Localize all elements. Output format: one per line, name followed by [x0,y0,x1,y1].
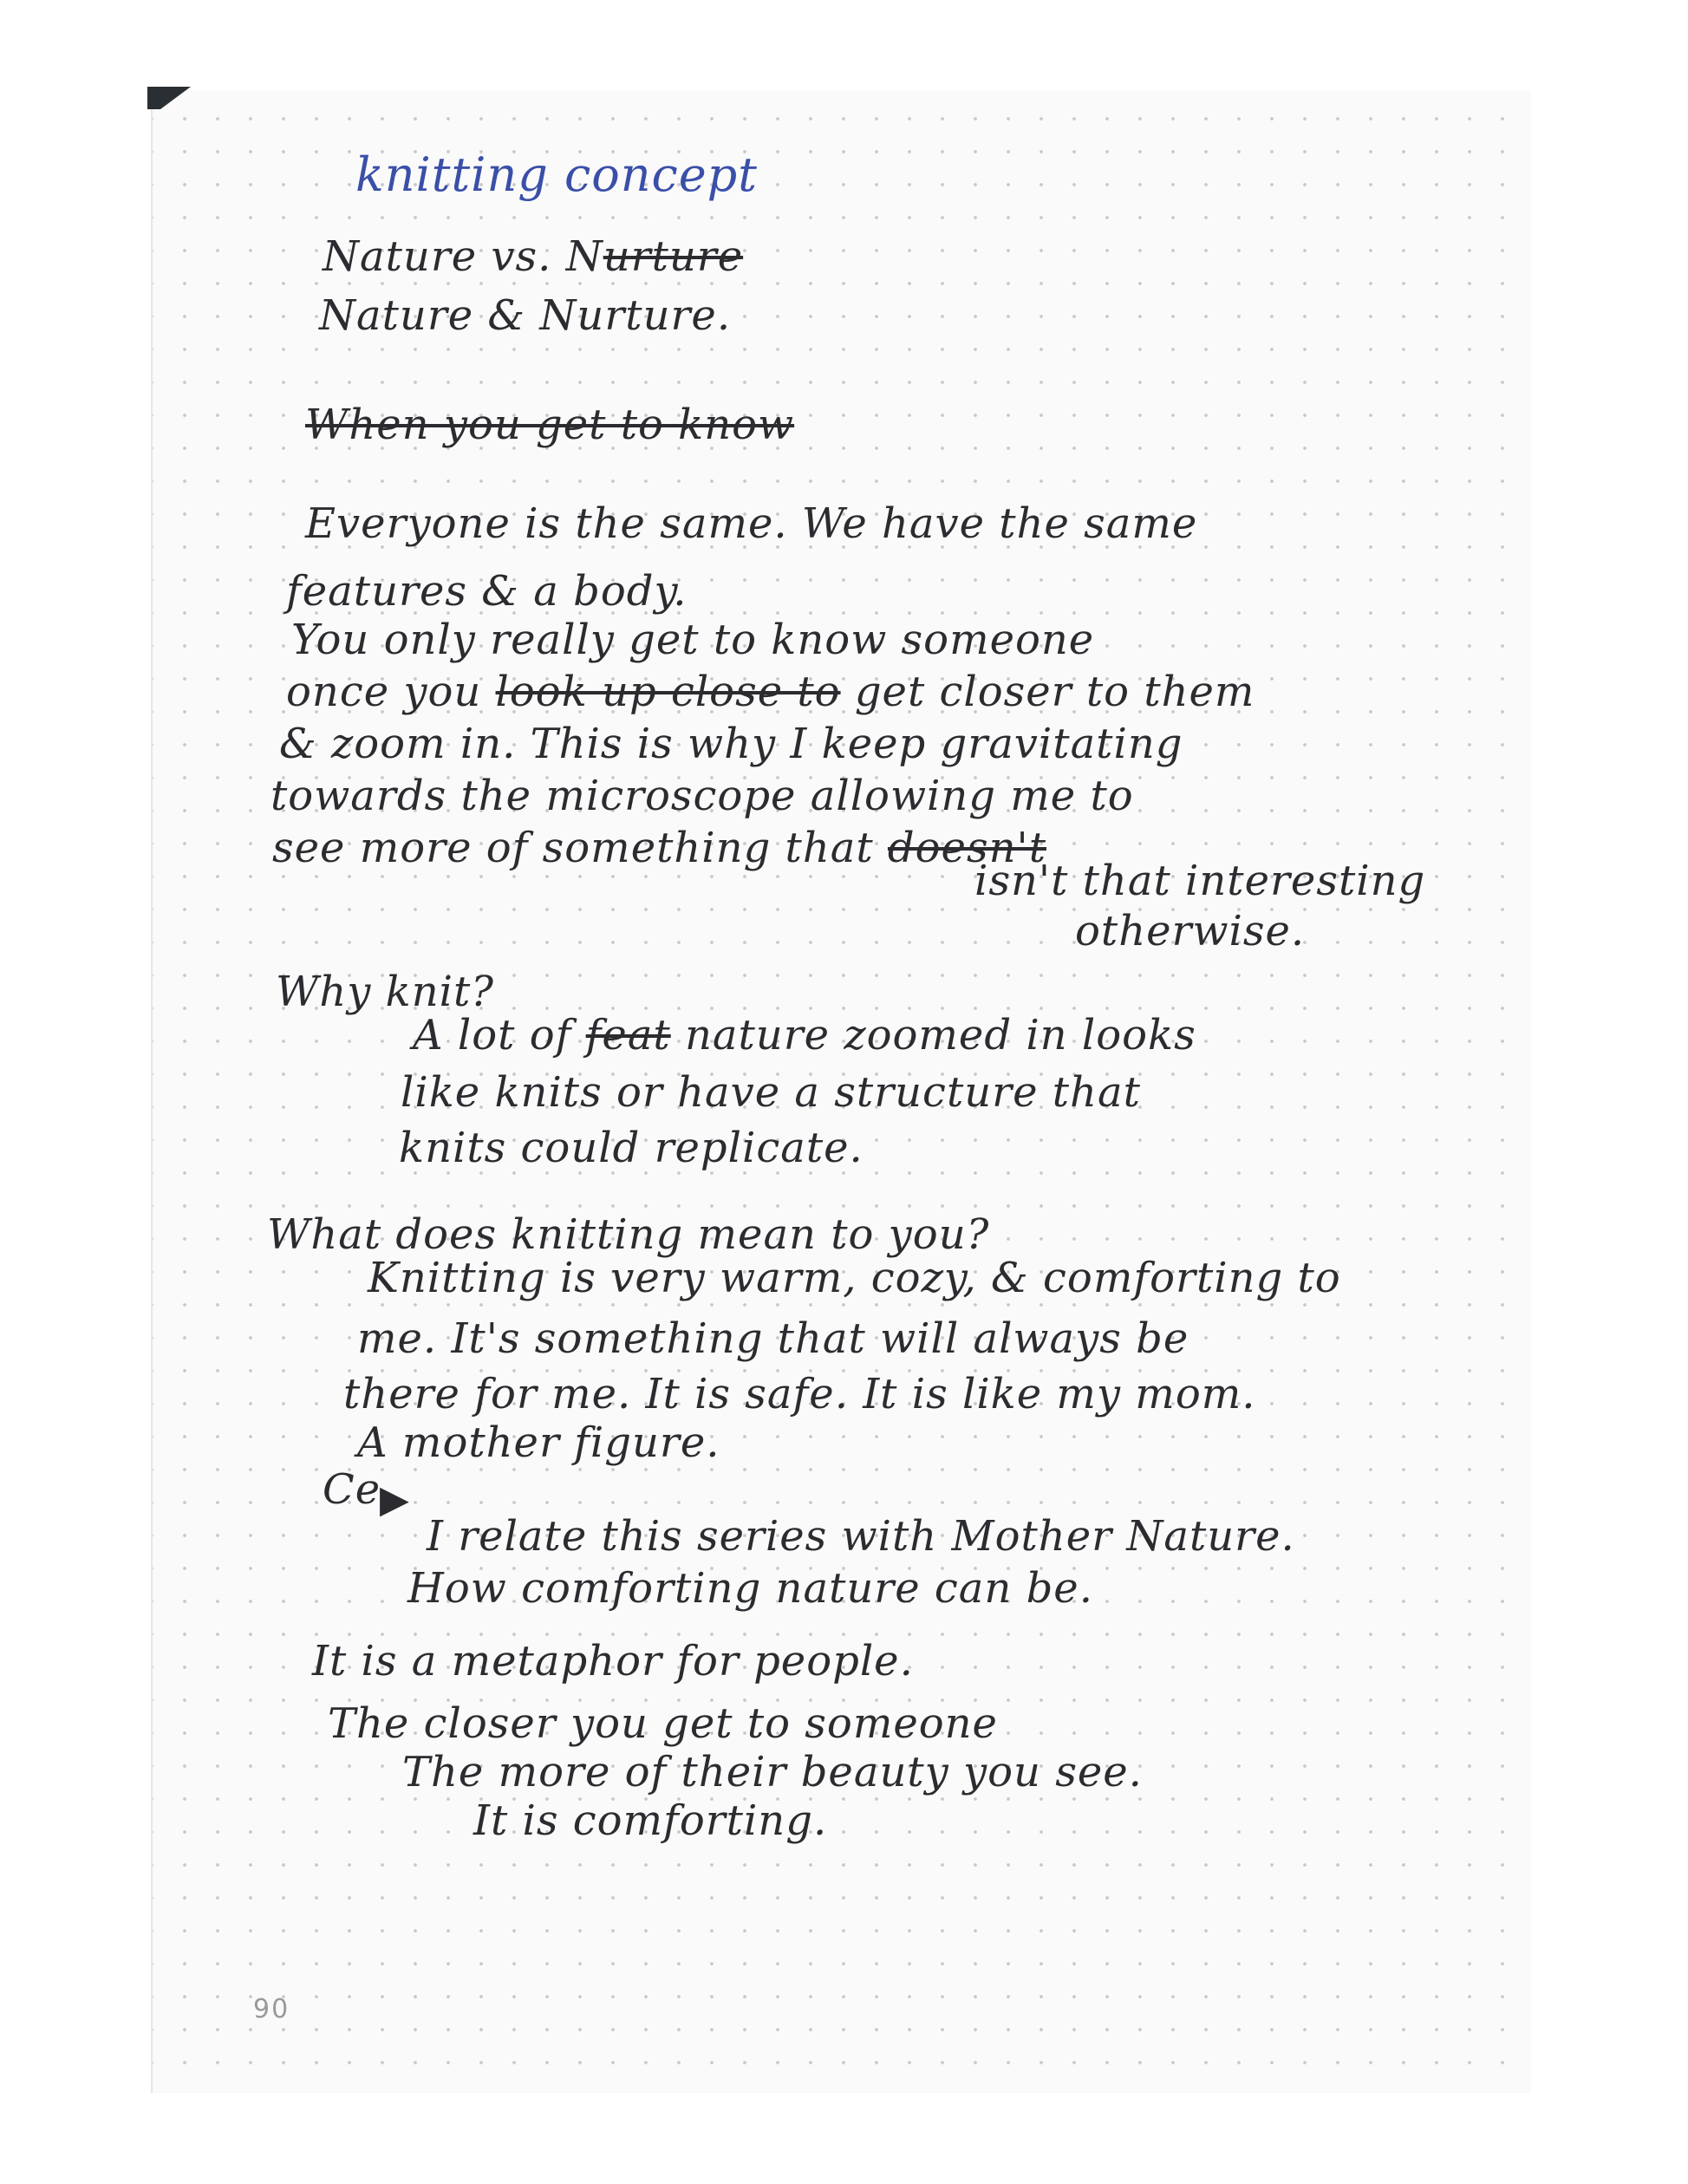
heading-nature-vs-text: Nature vs. N [323,232,603,281]
para1-line-7-a: see more of something that [272,824,888,872]
struck-line: When you get to know [305,401,795,449]
para1-line-2: features & a body. [286,567,688,616]
para1-line-8: isn't that interesting [974,857,1426,905]
para1-line-9: otherwise. [1075,907,1306,955]
arrow-prefix: Ce [323,1465,381,1514]
para1-line-1: Everyone is the same. We have the same [305,499,1198,548]
meaning-heading: What does knitting mean to you? [267,1210,990,1259]
why-knit-line-1-struck: feat [585,1011,671,1059]
metaphor-line-3: The more of their beauty you see. [402,1748,1143,1796]
page-title: knitting concept [355,147,758,202]
page-number: 90 [253,1994,290,2024]
why-knit-line-1-a: A lot of [413,1011,586,1059]
why-knit-line-1-b: nature zoomed in looks [670,1011,1196,1059]
para1-line-4-b: get closer to them [840,668,1255,716]
heading-nature-and-nurture: Nature & Nurture. [319,291,732,340]
heading-nature-vs-struck: urture [603,232,744,281]
meaning-line-2: me. It's something that will always be [357,1314,1189,1363]
metaphor-line-4: It is comforting. [473,1796,828,1845]
para1-line-7 [272,824,1046,872]
para1-line-3: You only really get to know someone [291,616,1095,664]
para1-line-4-struck: look up close to [495,668,841,716]
para1-line-5: & zoom in. This is why I keep gravitating [279,720,1183,768]
arrow-right-icon: ▶ [380,1477,409,1522]
why-knit-line-2: like knits or have a structure that [401,1068,1141,1117]
meaning-line-6: How comforting nature can be. [407,1564,1093,1613]
meaning-line-5: I relate this series with Mother Nature. [427,1512,1295,1561]
meaning-line-1: Knitting is very warm, cozy, & comforting to [368,1254,1341,1302]
why-knit-line-1 [413,1011,1196,1059]
why-knit-line-3: knits could replicate. [399,1124,864,1172]
para1-line-7-struck: doesn't [887,824,1046,872]
why-knit-heading: Why knit? [276,968,494,1016]
para1-line-4 [286,668,1255,716]
metaphor-line-1: It is a metaphor for people. [312,1637,914,1685]
para1-line-4-a: once you [286,668,496,716]
meaning-line-4: A mother figure. [357,1418,720,1467]
para1-line-6: towards the microscope allowing me to [270,772,1134,820]
metaphor-line-2: The closer you get to someone [328,1699,998,1748]
heading-nature-vs [323,232,743,281]
meaning-line-3: there for me. It is safe. It is like my mom. [343,1370,1256,1418]
